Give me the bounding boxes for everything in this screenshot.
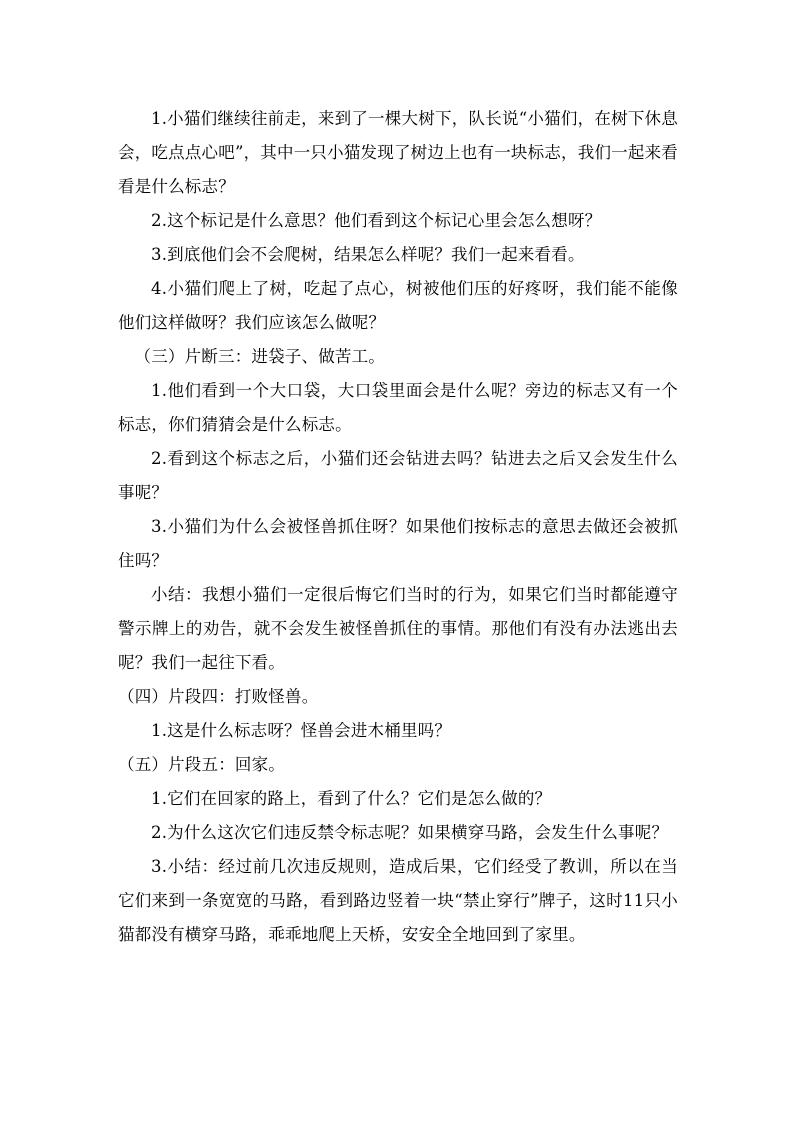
paragraph-s3-q2-go-inside: 2.看到这个标志之后，小猫们还会钻进去吗？钻进去之后又会发生什么事呢？: [118, 449, 678, 502]
section-heading-3: （三）片断三：进袋子、做苦工。: [134, 347, 385, 366]
paragraph-s5-summary: 3.小结：经过前几次违反规则，造成后果，它们经受了教训，所以在当它们来到一条宽宽的马路，看到路边竖着一块“禁止穿行”牌子，这时11只小猫都没有横穿马路，乖乖地爬上天桥，安安全全地回到了家里。: [118, 857, 678, 944]
paragraph-s4-q1-barrel: 1.这是什么标志呀？怪兽会进木桶里吗？: [151, 721, 452, 740]
section-heading-5: （五）片段五：回家。: [118, 755, 285, 774]
paragraph-s5-q2-cross-road: 2.为什么这次它们违反禁令标志呢？如果横穿马路，会发生什么事呢？: [151, 823, 669, 842]
paragraph-q3-climb-tree: 3.到底他们会不会爬树，结果怎么样呢？我们一起来看看。: [151, 245, 585, 264]
paragraph-s3-q3-caught: 3.小猫们为什么会被怪兽抓住呀？如果他们按标志的意思去做还会被抓住吗？: [118, 517, 678, 570]
paragraph-s3-summary: 小结：我想小猫们一定很后悔它们当时的行为，如果它们当时都能遵守警示牌上的劝告，就不会发生被怪兽抓住的事情。那他们有没有办法逃出去呢？我们一起往下看。: [118, 585, 678, 672]
section-heading-4: （四）片段四：打败怪兽。: [118, 687, 319, 706]
paragraph-s5-q1-way-home: 1.它们在回家的路上，看到了什么？它们是怎么做的？: [151, 789, 552, 808]
paragraph-q2-mark-meaning: 2.这个标记是什么意思？他们看到这个标记心里会怎么想呀？: [151, 211, 602, 230]
paragraph-s3-q1-big-bag: 1.他们看到一个大口袋，大口袋里面会是什么呢？旁边的标志又有一个标志，你们猜猜会是什么标志。: [118, 381, 678, 434]
paragraph-q1-rest-under-tree: 1.小猫们继续往前走，来到了一棵大树下，队长说“小猫们，在树下休息会，吃点点心吧”，其中一只小猫发现了树边上也有一块标志，我们一起来看看是什么标志？: [118, 109, 678, 196]
paragraph-q4-tree-hurts: 4.小猫们爬上了树，吃起了点心，树被他们压的好疼呀，我们能不能像他们这样做呀？我们应该怎么做呢？: [118, 279, 678, 332]
document-body: [118, 102, 678, 952]
